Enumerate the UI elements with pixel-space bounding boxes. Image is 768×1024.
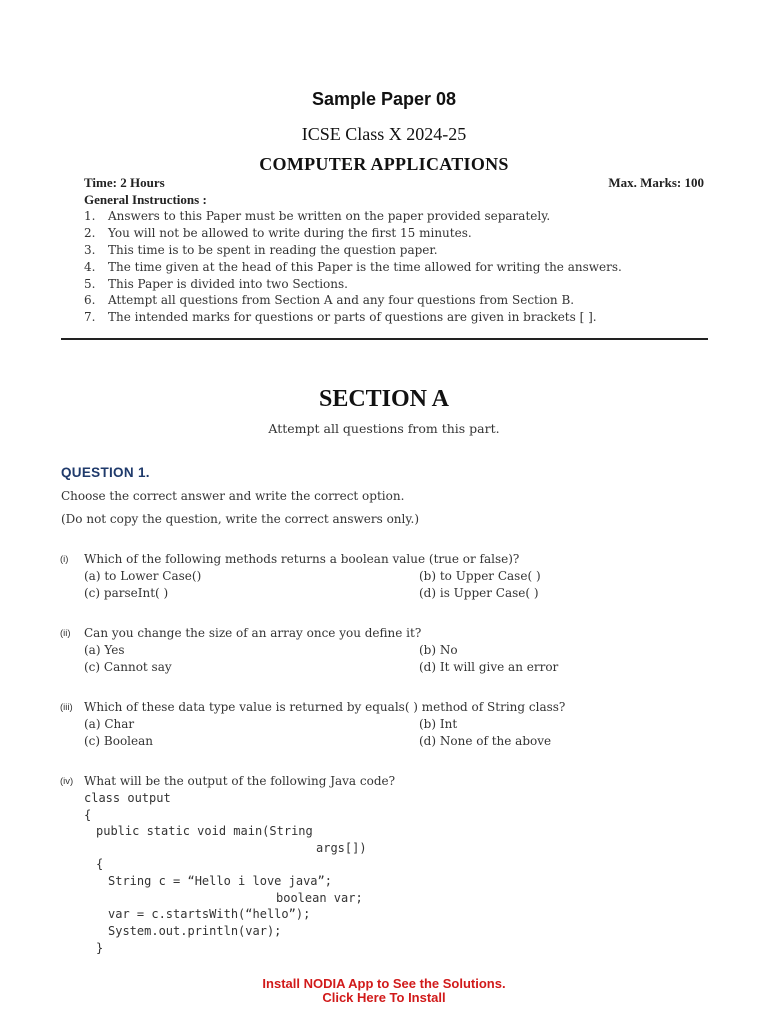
instruction-item	[84, 226, 472, 240]
header-divider	[61, 338, 708, 340]
part-question: Can you change the size of an array once you define it?	[84, 626, 422, 640]
install-app-link[interactable]: Install NODIA App to See the Solutions.	[262, 976, 506, 991]
option-d: (d) None of the above	[419, 734, 552, 748]
click-to-install-link[interactable]: Click Here To Install	[322, 990, 446, 1005]
part-number: (i)	[60, 554, 69, 565]
question-instruction: Choose the correct answer and write the correct option.	[61, 489, 405, 503]
option-a: (a) Char	[84, 717, 135, 731]
general-instructions-heading: General Instructions :	[84, 192, 207, 207]
option-c: (c) parseInt( )	[84, 586, 169, 600]
option-d: (d) It will give an error	[419, 660, 559, 674]
part-number: (iv)	[60, 776, 74, 787]
option-d: (d) is Upper Case( )	[419, 586, 539, 600]
instruction-item	[84, 310, 597, 324]
instruction-number: 4.	[84, 260, 96, 274]
instruction-item	[84, 243, 438, 257]
option-c: (c) Cannot say	[84, 660, 172, 674]
instruction-number: 5.	[84, 277, 96, 291]
code-line: boolean var;	[276, 891, 363, 905]
code-line: }	[96, 941, 104, 955]
time-allowed: Time: 2 Hours	[84, 175, 165, 190]
instruction-item	[84, 209, 550, 223]
code-line: String c = “Hello i love java”;	[108, 874, 332, 888]
question-heading: QUESTION 1.	[61, 465, 150, 480]
instruction-number: 1.	[84, 209, 96, 223]
section-note: Attempt all questions from this part.	[268, 421, 500, 436]
code-line: class output	[84, 791, 171, 805]
instruction-item	[84, 293, 574, 307]
subject-title: COMPUTER APPLICATIONS	[259, 154, 509, 174]
instruction-text: This time is to be spent in reading the question paper.	[108, 243, 438, 257]
code-line: public static void main(String	[96, 824, 313, 838]
instruction-number: 6.	[84, 293, 96, 307]
instruction-text: This Paper is divided into two Sections.	[108, 277, 348, 291]
instruction-text: You will not be allowed to write during the first 15 minutes.	[108, 226, 472, 240]
part-number: (ii)	[60, 628, 71, 639]
instruction-number: 3.	[84, 243, 96, 257]
option-a: (a) Yes	[84, 643, 125, 657]
code-line: {	[84, 808, 92, 822]
option-b: (b) Int	[419, 717, 458, 731]
part-question: What will be the output of the following Java code?	[84, 774, 396, 788]
code-line: {	[96, 857, 104, 871]
instruction-number: 2.	[84, 226, 96, 240]
exam-class: ICSE Class X 2024-25	[301, 124, 467, 144]
code-line: var = c.startsWith(“hello”);	[108, 907, 311, 921]
option-b: (b) No	[419, 643, 458, 657]
instruction-item	[84, 260, 622, 274]
paper-title: Sample Paper 08	[311, 89, 457, 109]
part-question: Which of the following methods returns a boolean value (true or false)?	[84, 552, 520, 566]
instruction-text: Attempt all questions from Section A and any four questions from Section B.	[108, 293, 575, 307]
instruction-number: 7.	[84, 310, 96, 324]
instruction-text: The time given at the head of this Paper is the time allowed for writing the answers.	[108, 260, 622, 274]
code-line: args[])	[316, 841, 367, 855]
instruction-item	[84, 277, 348, 291]
instruction-text: The intended marks for questions or parts of questions are given in brackets [ ].	[108, 310, 597, 324]
max-marks: Max. Marks: 100	[608, 175, 704, 190]
part-number: (iii)	[60, 702, 73, 713]
section-title: SECTION A	[318, 386, 450, 412]
question-instruction-note: (Do not copy the question, write the correct answers only.)	[61, 512, 420, 526]
option-b: (b) to Upper Case( )	[419, 569, 541, 583]
code-line: System.out.println(var);	[108, 924, 282, 938]
part-question: Which of these data type value is returned by equals( ) method of String class?	[84, 700, 566, 714]
instruction-text: Answers to this Paper must be written on the paper provided separately.	[108, 209, 551, 223]
option-a: (a) to Lower Case()	[84, 569, 202, 583]
option-c: (c) Boolean	[84, 734, 153, 748]
